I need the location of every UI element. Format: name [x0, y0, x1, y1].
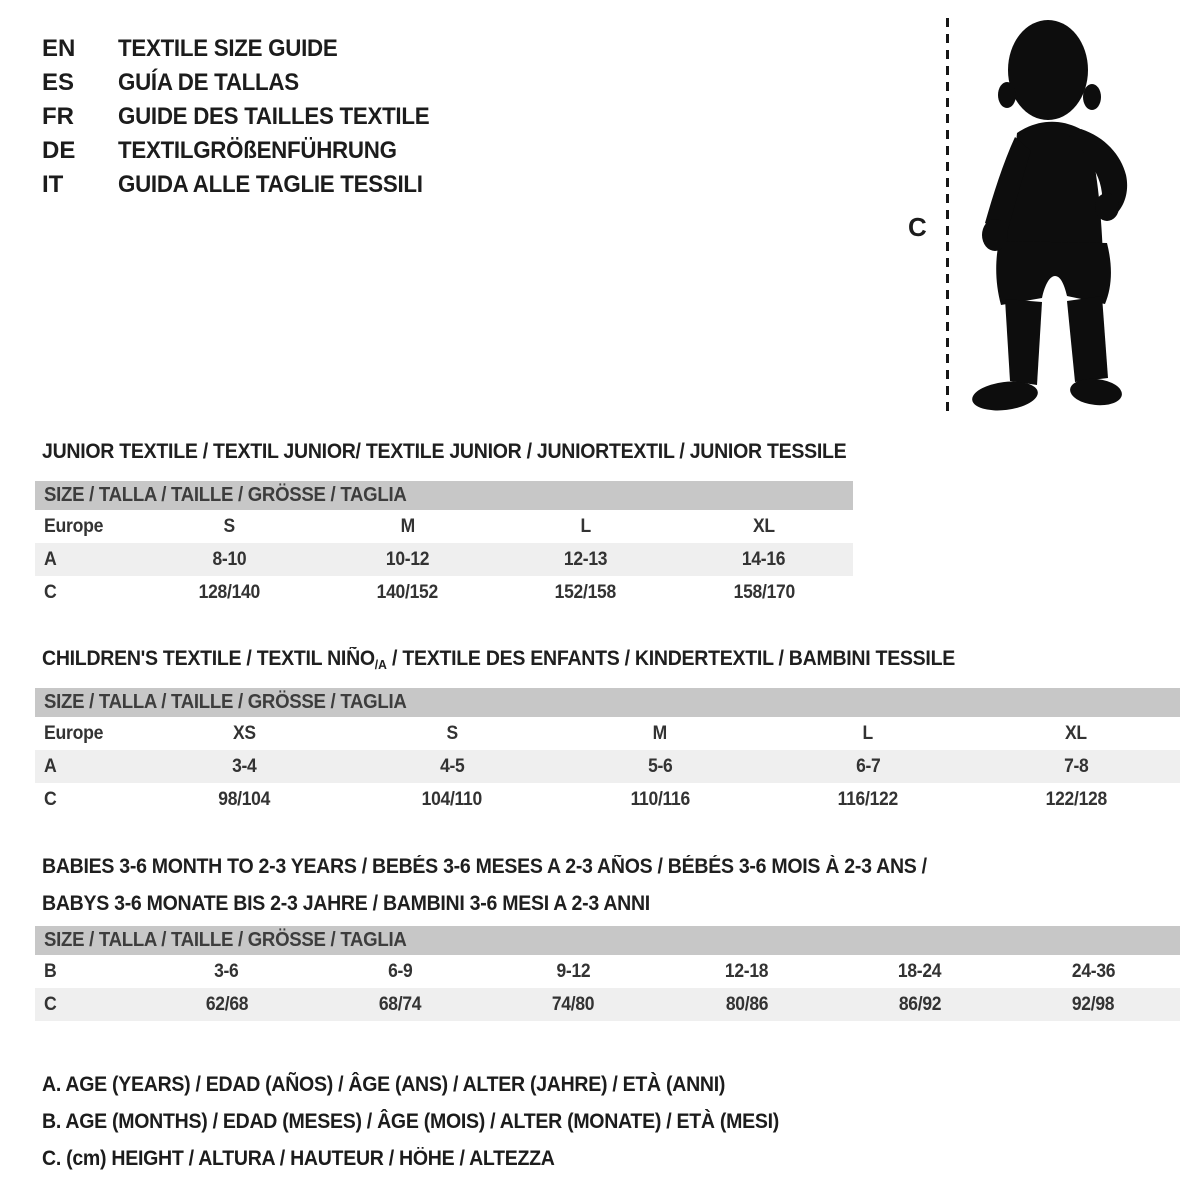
- row-label: C: [44, 788, 57, 810]
- table-row-europe: [35, 717, 1180, 750]
- table-row-height: [35, 783, 1180, 816]
- language-row-es: [42, 66, 453, 100]
- table-cell: 74/80: [552, 993, 595, 1015]
- table-cell: 86/92: [898, 993, 942, 1015]
- title-subscript: /A: [374, 657, 387, 672]
- table-cell: 10-12: [385, 548, 430, 570]
- table-cell: S: [446, 722, 458, 744]
- table-cell: 3-4: [231, 755, 257, 777]
- table-row-height: [35, 576, 853, 609]
- row-label: Europe: [44, 515, 104, 537]
- row-label: A: [44, 548, 57, 570]
- babies-table-title: BABIES 3-6 MONTH TO 2-3 YEARS / BEBÉS 3-6 MESES A 2-3 AÑOS / BÉBÉS 3-6 MOIS À 2-3 ANS / BABYS 3-6 MONATE BIS 2-3 JAHRE / BAMBINI 3-6 MESI A 2-3 ANNI: [42, 855, 927, 915]
- table-cell: 128/140: [198, 581, 260, 603]
- height-measure-label: C: [908, 212, 927, 242]
- language-row-it: [42, 168, 453, 202]
- language-label: GUIDA ALLE TAGLIE TESSILI: [118, 171, 423, 198]
- table-cell: 5-6: [647, 755, 673, 777]
- table-cell: 9-12: [556, 960, 591, 982]
- table-cell: 62/68: [205, 993, 248, 1015]
- junior-table: [35, 481, 853, 609]
- legend-line-b: B. AGE (MONTHS) / EDAD (MESES) / ÂGE (MOIS) / ALTER (MONATE) / ETÀ (MESI): [42, 1110, 779, 1133]
- table-cell: 24-36: [1071, 960, 1115, 982]
- language-code: FR: [42, 103, 74, 130]
- row-label: C: [44, 581, 57, 603]
- table-cell: 158/170: [733, 581, 795, 603]
- table-cell: 68/74: [378, 993, 422, 1015]
- table-cell: 116/122: [837, 788, 899, 810]
- measurement-legend: [42, 1066, 834, 1177]
- language-label: TEXTILGRÖßENFÜHRUNG: [118, 137, 397, 164]
- size-header-bar: [35, 926, 1180, 955]
- table-cell: 3-6: [214, 960, 239, 982]
- size-header-label: SIZE / TALLA / TAILLE / GRÖSSE / TAGLIA: [44, 929, 407, 951]
- table-cell: 152/158: [554, 581, 617, 603]
- table-cell: 12-13: [563, 548, 608, 570]
- table-cell: XL: [752, 515, 775, 537]
- table-cell: 80/86: [725, 993, 768, 1015]
- size-header-label: SIZE / TALLA / TAILLE / GRÖSSE / TAGLIA: [44, 691, 407, 713]
- table-cell: 18-24: [898, 960, 942, 982]
- table-row-age: [35, 543, 853, 576]
- language-label: TEXTILE SIZE GUIDE: [118, 35, 338, 62]
- row-label: B: [44, 960, 57, 982]
- table-row-height: [35, 988, 1180, 1021]
- language-label: GUIDE DES TAILLES TEXTILE: [118, 103, 430, 130]
- legend-line-a: A. AGE (YEARS) / EDAD (AÑOS) / ÂGE (ANS) / ALTER (JAHRE) / ETÀ (ANNI): [42, 1073, 726, 1096]
- table-cell: L: [862, 722, 874, 744]
- children-table: [35, 688, 1180, 816]
- table-cell: 6-9: [387, 960, 413, 982]
- babies-table: [35, 926, 1180, 1021]
- language-code: ES: [42, 69, 75, 96]
- language-row-de: [42, 134, 453, 168]
- language-code: EN: [42, 35, 76, 62]
- table-cell: 8-10: [212, 548, 247, 570]
- language-code: IT: [42, 171, 64, 198]
- table-cell: 110/116: [630, 788, 690, 810]
- table-cell: 104/110: [421, 788, 483, 810]
- language-row-en: [42, 32, 453, 66]
- table-row-age: [35, 750, 1180, 783]
- junior-table-title: JUNIOR TEXTILE / TEXTIL JUNIOR/ TEXTILE JUNIOR / JUNIORTEXTIL / JUNIOR TESSILE: [42, 440, 847, 463]
- table-cell: 92/98: [1072, 993, 1115, 1015]
- size-header-label: SIZE / TALLA / TAILLE / GRÖSSE / TAGLIA: [44, 484, 407, 506]
- size-header-bar: [35, 481, 853, 510]
- table-cell: 12-18: [724, 960, 769, 982]
- table-cell: S: [223, 515, 235, 537]
- table-row-europe: [35, 510, 853, 543]
- language-label: GUÍA DE TALLAS: [118, 69, 299, 96]
- table-cell: 6-7: [855, 755, 881, 777]
- table-cell: 122/128: [1045, 788, 1107, 810]
- row-label: Europe: [44, 722, 104, 744]
- table-cell: 14-16: [742, 548, 786, 570]
- row-label: A: [44, 755, 57, 777]
- table-cell: 140/152: [376, 581, 439, 603]
- children-table-title: CHILDREN'S TEXTILE / TEXTIL NIÑO/A / TEXTILE DES ENFANTS / KINDERTEXTIL / BAMBINI TESSILE: [42, 647, 955, 672]
- language-row-fr: [42, 100, 453, 134]
- table-cell: 4-5: [439, 755, 465, 777]
- table-cell: XL: [1065, 722, 1087, 744]
- table-cell: XS: [232, 722, 256, 744]
- legend-line-c: C. (cm) HEIGHT / ALTURA / HAUTEUR / HÖHE / ALTEZZA: [42, 1147, 555, 1170]
- table-cell: M: [400, 515, 415, 537]
- table-cell: L: [580, 515, 591, 537]
- table-cell: 98/104: [218, 788, 270, 810]
- toddler-silhouette-icon: [955, 15, 1145, 420]
- table-cell: M: [652, 722, 668, 744]
- table-row-age-months: [35, 955, 1180, 988]
- language-code: DE: [42, 137, 76, 164]
- height-dashed-line: [946, 18, 949, 416]
- table-cell: 7-8: [1063, 755, 1089, 777]
- row-label: C: [44, 993, 57, 1015]
- size-header-bar: [35, 688, 1180, 717]
- language-guide: [42, 32, 453, 202]
